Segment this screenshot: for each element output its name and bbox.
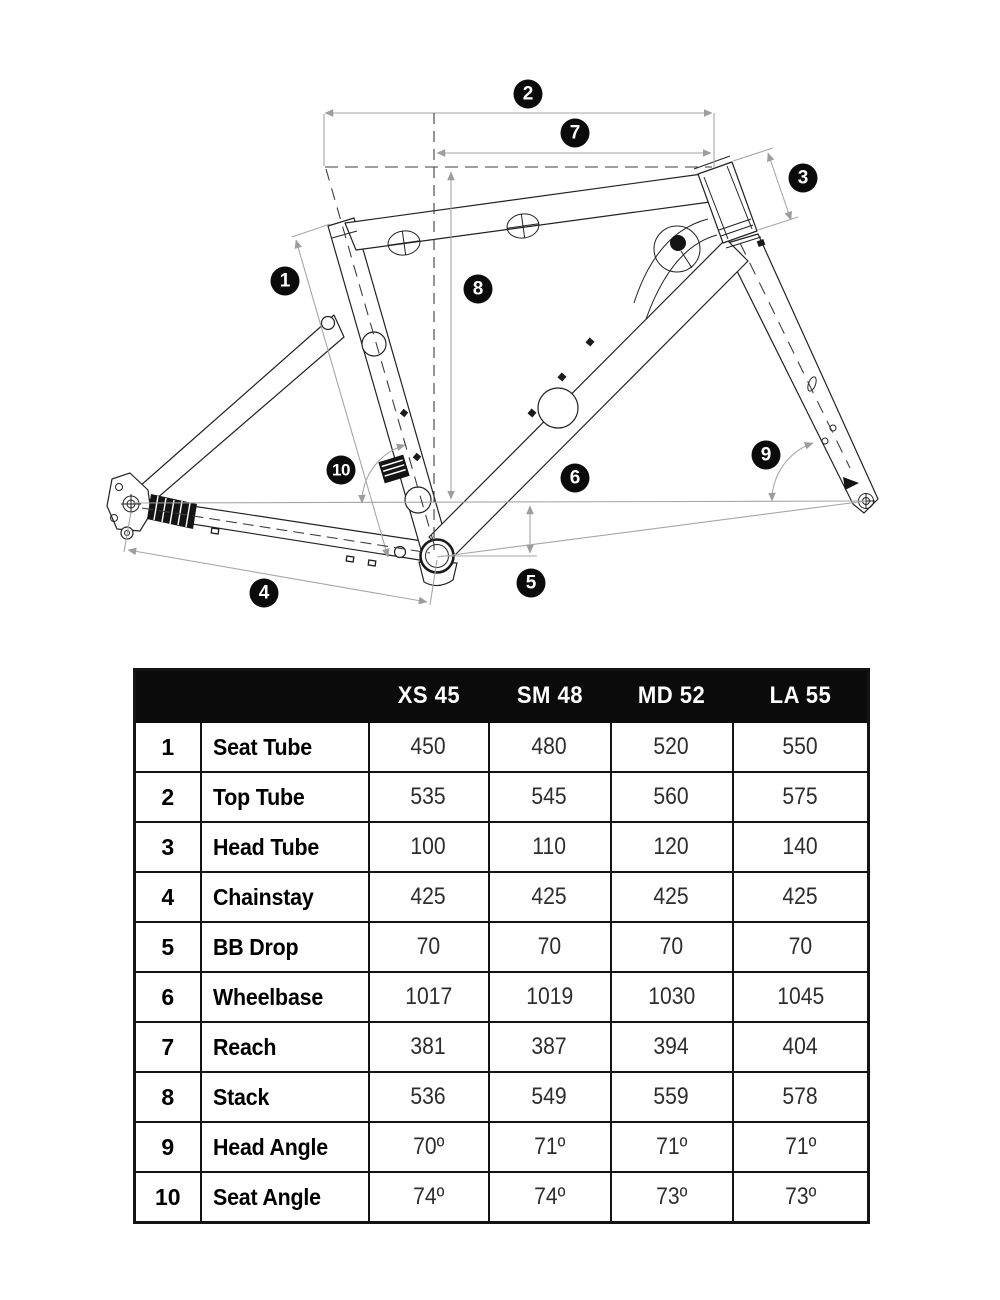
- value-md: 73º: [611, 1172, 733, 1223]
- value-la: 550: [733, 722, 869, 772]
- value-xs: 450: [369, 722, 489, 772]
- value-md: 71º: [611, 1122, 733, 1172]
- table-row: [135, 922, 869, 972]
- table-row: [135, 972, 869, 1022]
- value-xs: 425: [369, 872, 489, 922]
- callout-9: [752, 441, 781, 470]
- value-xs: 74º: [369, 1172, 489, 1223]
- value-la: 404: [733, 1022, 869, 1072]
- value-xs: 1017: [369, 972, 489, 1022]
- value-md: 560: [611, 772, 733, 822]
- value-sm: 74º: [489, 1172, 611, 1223]
- callout-5: [517, 569, 546, 598]
- svg-text:5: 5: [525, 572, 537, 594]
- row-number: 5: [135, 922, 201, 972]
- seat-tube-bottle-boss: [362, 332, 386, 356]
- routing-stem: [681, 251, 692, 268]
- value-md: 520: [611, 722, 733, 772]
- geometry-table-header: [135, 670, 869, 723]
- value-sm: 549: [489, 1072, 611, 1122]
- header-size-sm: SM 48: [489, 670, 611, 723]
- head-tube-dim-ext-bottom: [758, 217, 798, 230]
- callout-4: [250, 579, 279, 608]
- svg-text:10: 10: [332, 460, 350, 480]
- value-md: 425: [611, 872, 733, 922]
- table-row: [135, 872, 869, 922]
- svg-text:4: 4: [258, 582, 270, 604]
- callout-10: [327, 456, 356, 485]
- value-sm: 110: [489, 822, 611, 872]
- callout-1: [271, 267, 300, 296]
- geometry-table-body: [135, 722, 869, 1223]
- row-number: 7: [135, 1022, 201, 1072]
- svg-text:1: 1: [279, 270, 291, 292]
- value-sm: 425: [489, 872, 611, 922]
- seat-tube-dim-ext: [292, 224, 330, 237]
- value-xs: 381: [369, 1022, 489, 1072]
- head-tube-dim-ext-top: [733, 148, 773, 161]
- table-row: [135, 1022, 869, 1072]
- row-label: Chainstay: [201, 872, 369, 922]
- row-label: Stack: [201, 1072, 369, 1122]
- chainstay-axis: [142, 508, 430, 553]
- seat-tube-lower-circle: [405, 487, 431, 513]
- geometry-table: [133, 668, 870, 1224]
- value-sm: 1019: [489, 972, 611, 1022]
- svg-text:7: 7: [569, 122, 581, 144]
- row-number: 6: [135, 972, 201, 1022]
- down-tube-bottle-circle: [538, 388, 578, 428]
- front-center-line: [437, 501, 866, 557]
- table-row: [135, 1072, 869, 1122]
- top-tube: [345, 174, 710, 250]
- value-md: 559: [611, 1072, 733, 1122]
- row-number: 9: [135, 1122, 201, 1172]
- callout-2: [514, 80, 543, 109]
- value-sm: 70: [489, 922, 611, 972]
- table-row: [135, 1122, 869, 1172]
- value-sm: 480: [489, 722, 611, 772]
- table-row: [135, 772, 869, 822]
- header-size-xs: XS 45: [369, 670, 489, 723]
- value-la: 71º: [733, 1122, 869, 1172]
- callout-3: [789, 164, 818, 193]
- value-md: 70: [611, 922, 733, 972]
- value-sm: 71º: [489, 1122, 611, 1172]
- header-size-la: LA 55: [733, 670, 869, 723]
- value-xs: 536: [369, 1072, 489, 1122]
- row-number: 4: [135, 872, 201, 922]
- header-row: [135, 670, 869, 723]
- table-row: [135, 822, 869, 872]
- row-label: Head Angle: [201, 1122, 369, 1172]
- value-la: 575: [733, 772, 869, 822]
- callout-7: [561, 119, 590, 148]
- callout-8: [464, 275, 493, 304]
- row-label: Seat Tube: [201, 722, 369, 772]
- value-la: 73º: [733, 1172, 869, 1223]
- value-la: 70: [733, 922, 869, 972]
- row-number: 1: [135, 722, 201, 772]
- header-size-md: MD 52: [611, 670, 733, 723]
- value-md: 1030: [611, 972, 733, 1022]
- row-number: 3: [135, 822, 201, 872]
- header-corner-cell: [135, 670, 369, 723]
- row-label: Seat Angle: [201, 1172, 369, 1223]
- table-row: [135, 722, 869, 772]
- svg-text:2: 2: [522, 83, 534, 105]
- value-md: 394: [611, 1022, 733, 1072]
- value-xs: 70: [369, 922, 489, 972]
- row-number: 10: [135, 1172, 201, 1223]
- seat-stay: [131, 315, 344, 512]
- routing-port: [670, 235, 686, 251]
- value-sm: 545: [489, 772, 611, 822]
- table-row: [135, 1172, 869, 1223]
- value-la: 578: [733, 1072, 869, 1122]
- value-la: 140: [733, 822, 869, 872]
- value-la: 1045: [733, 972, 869, 1022]
- value-md: 120: [611, 822, 733, 872]
- value-xs: 70º: [369, 1122, 489, 1172]
- value-sm: 387: [489, 1022, 611, 1072]
- svg-text:3: 3: [797, 167, 809, 189]
- row-label: Wheelbase: [201, 972, 369, 1022]
- row-number: 2: [135, 772, 201, 822]
- head-tube-dim-line: [768, 153, 791, 220]
- svg-text:6: 6: [569, 467, 581, 489]
- value-xs: 100: [369, 822, 489, 872]
- row-label: Head Tube: [201, 822, 369, 872]
- value-xs: 535: [369, 772, 489, 822]
- fork-blade: [724, 234, 878, 513]
- seat-stay-bridge: [322, 317, 335, 330]
- svg-text:9: 9: [760, 444, 772, 466]
- row-label: Top Tube: [201, 772, 369, 822]
- row-label: Reach: [201, 1022, 369, 1072]
- callout-6: [561, 464, 590, 493]
- row-label: BB Drop: [201, 922, 369, 972]
- value-la: 425: [733, 872, 869, 922]
- row-number: 8: [135, 1072, 201, 1122]
- svg-text:8: 8: [472, 278, 484, 300]
